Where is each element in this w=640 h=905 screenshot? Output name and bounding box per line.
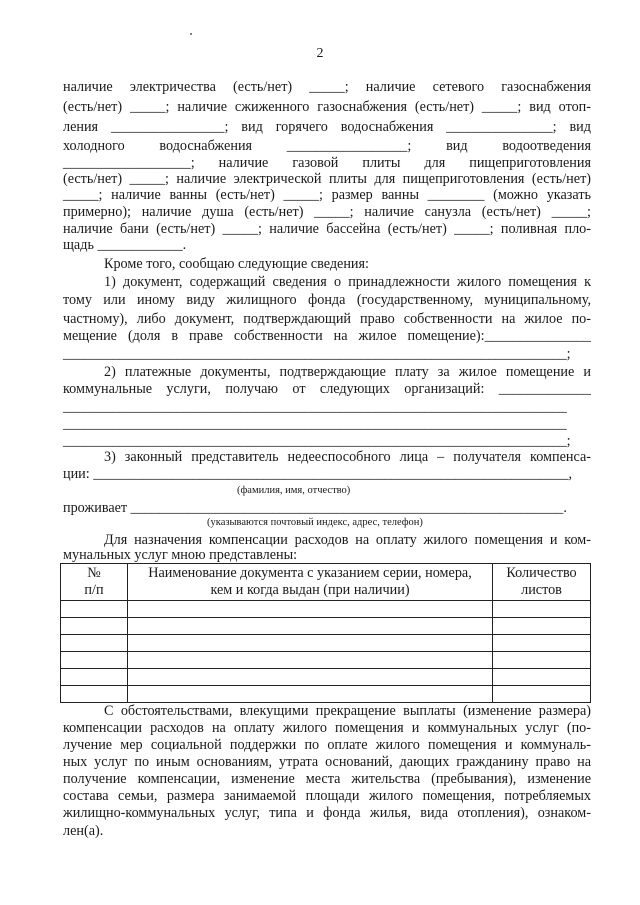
table-row	[61, 635, 591, 652]
header-count-top: Количество	[506, 565, 577, 581]
residence-line: проживает _____________________________________________________________.	[63, 500, 567, 516]
table-cell[interactable]	[128, 686, 493, 703]
text-line: компенсации расходов на оплату жилого помещения и коммунальных услуг (по-	[63, 720, 591, 736]
table-cell[interactable]	[128, 601, 493, 618]
acknowledgement-line: С обстоятельствами, влекущими прекращение выплаты (изменение размера)	[104, 703, 591, 719]
table-row	[61, 601, 591, 618]
table-row	[61, 618, 591, 635]
header-number-bottom: п/п	[84, 582, 104, 598]
fill-line: _______________________________________________________________________	[63, 399, 567, 415]
documents-intro-line: Для назначения компенсации расходов на оплату жилого помещения и ком-	[104, 532, 591, 548]
item-3-line: 3) законный представитель недееспособного лица – получателя компенса-	[104, 449, 591, 465]
table-cell[interactable]	[128, 618, 493, 635]
text-line: частному), либо документ, подтверждающий право собственности на жилое по-	[63, 311, 591, 327]
header-count-bottom: листов	[521, 582, 562, 598]
text-line: мещение (доля в праве собственности на жилое помещение):_______________	[63, 328, 591, 344]
table-cell[interactable]	[61, 652, 128, 669]
fill-line: _______________________________________________________________________;	[63, 433, 571, 449]
table-header-row	[61, 564, 591, 601]
text-line: тому или иному виду жилищного фонда (государственному, муниципальному,	[63, 292, 591, 308]
text-line: лен(а).	[63, 823, 104, 839]
page-number: 2	[316, 46, 324, 61]
item-2-line: 2) платежные документы, подтверждающие плату за жилое помещение и	[104, 364, 591, 380]
text-line: состава семьи, размера занимаемой площади жилого помещения, потребляемых	[63, 788, 591, 804]
table-cell[interactable]	[128, 652, 493, 669]
header-document	[128, 564, 493, 601]
table-cell[interactable]	[61, 635, 128, 652]
table-cell[interactable]	[493, 601, 591, 618]
text-line: щадь ____________.	[63, 237, 187, 253]
text-line: наличие электричества (есть/нет) _____; наличие сетевого газоснабжения	[63, 79, 591, 95]
table-cell[interactable]	[61, 618, 128, 635]
fill-line: _______________________________________________________________________	[63, 416, 567, 432]
text-line: лучение мер социальной поддержки по оплате жилого помещения и коммуналь-	[63, 737, 591, 753]
header-document-top: Наименование документа с указанием серии, номера,	[148, 565, 472, 581]
table-row	[61, 652, 591, 669]
text-line: ных услуг по иным основаниям, утрата оснований, дающих гражданину право на	[63, 754, 591, 770]
text-line: (есть/нет) _____; наличие сжиженного газоснабжения (есть/нет) _____; вид отоп-	[63, 99, 591, 115]
table-row	[61, 686, 591, 703]
text-line: примерно); наличие душа (есть/нет) _____; наличие санузла (есть/нет) _____;	[63, 204, 591, 220]
table-cell[interactable]	[493, 618, 591, 635]
item-1-line: 1) документ, содержащий сведения о принадлежности жилого помещения к	[104, 274, 591, 290]
table-cell[interactable]	[493, 652, 591, 669]
text-line: мунальных услуг мною представлены:	[63, 547, 298, 563]
table-cell[interactable]	[493, 686, 591, 703]
scan-speck	[190, 33, 192, 35]
caption-address: (указываются почтовый индекс, адрес, телефон)	[207, 517, 423, 528]
table-cell[interactable]	[61, 669, 128, 686]
documents-table	[60, 563, 591, 703]
text-line: __________________; наличие газовой плиты для пищеприготовления	[63, 155, 591, 171]
table-cell[interactable]	[61, 686, 128, 703]
table-cell[interactable]	[128, 669, 493, 686]
caption-fio: (фамилия, имя, отчество)	[237, 485, 351, 496]
header-count	[493, 564, 591, 601]
table-cell[interactable]	[61, 601, 128, 618]
representative-line: ции: ___________________________________________________________________,	[63, 466, 573, 482]
text-line: жилищно-коммунальных услуг, типа и фонда жилья, вида отопления), ознаком-	[63, 805, 591, 821]
table-row	[61, 669, 591, 686]
header-document-bottom: кем и когда выдан (при наличии)	[210, 582, 410, 598]
text-line: ления ________________; вид горячего водоснабжения _______________; вид	[63, 119, 591, 135]
text-line: _____; наличие ванны (есть/нет) _____; размер ванны ________ (можно указать	[63, 187, 591, 203]
text-line: холодного водоснабжения _________________; вид водоотведения	[63, 138, 591, 154]
table-cell[interactable]	[493, 669, 591, 686]
text-line: коммунальные услуги, получаю от следующих организаций: _____________	[63, 381, 591, 397]
text-line: (есть/нет) _____; наличие электрической плиты для пищеприготовления (есть/нет)	[63, 171, 591, 187]
table-cell[interactable]	[128, 635, 493, 652]
header-number-top: №	[87, 565, 101, 581]
text-line: наличие бани (есть/нет) _____; наличие бассейна (есть/нет) _____; поливная пло-	[63, 221, 591, 237]
text-line: получение компенсации, изменение места жительства (пребывания), изменение	[63, 771, 591, 787]
table-cell[interactable]	[493, 635, 591, 652]
header-number	[61, 564, 128, 601]
paragraph-intro: Кроме того, сообщаю следующие сведения:	[104, 256, 369, 272]
fill-line: _______________________________________________________________________;	[63, 346, 571, 362]
